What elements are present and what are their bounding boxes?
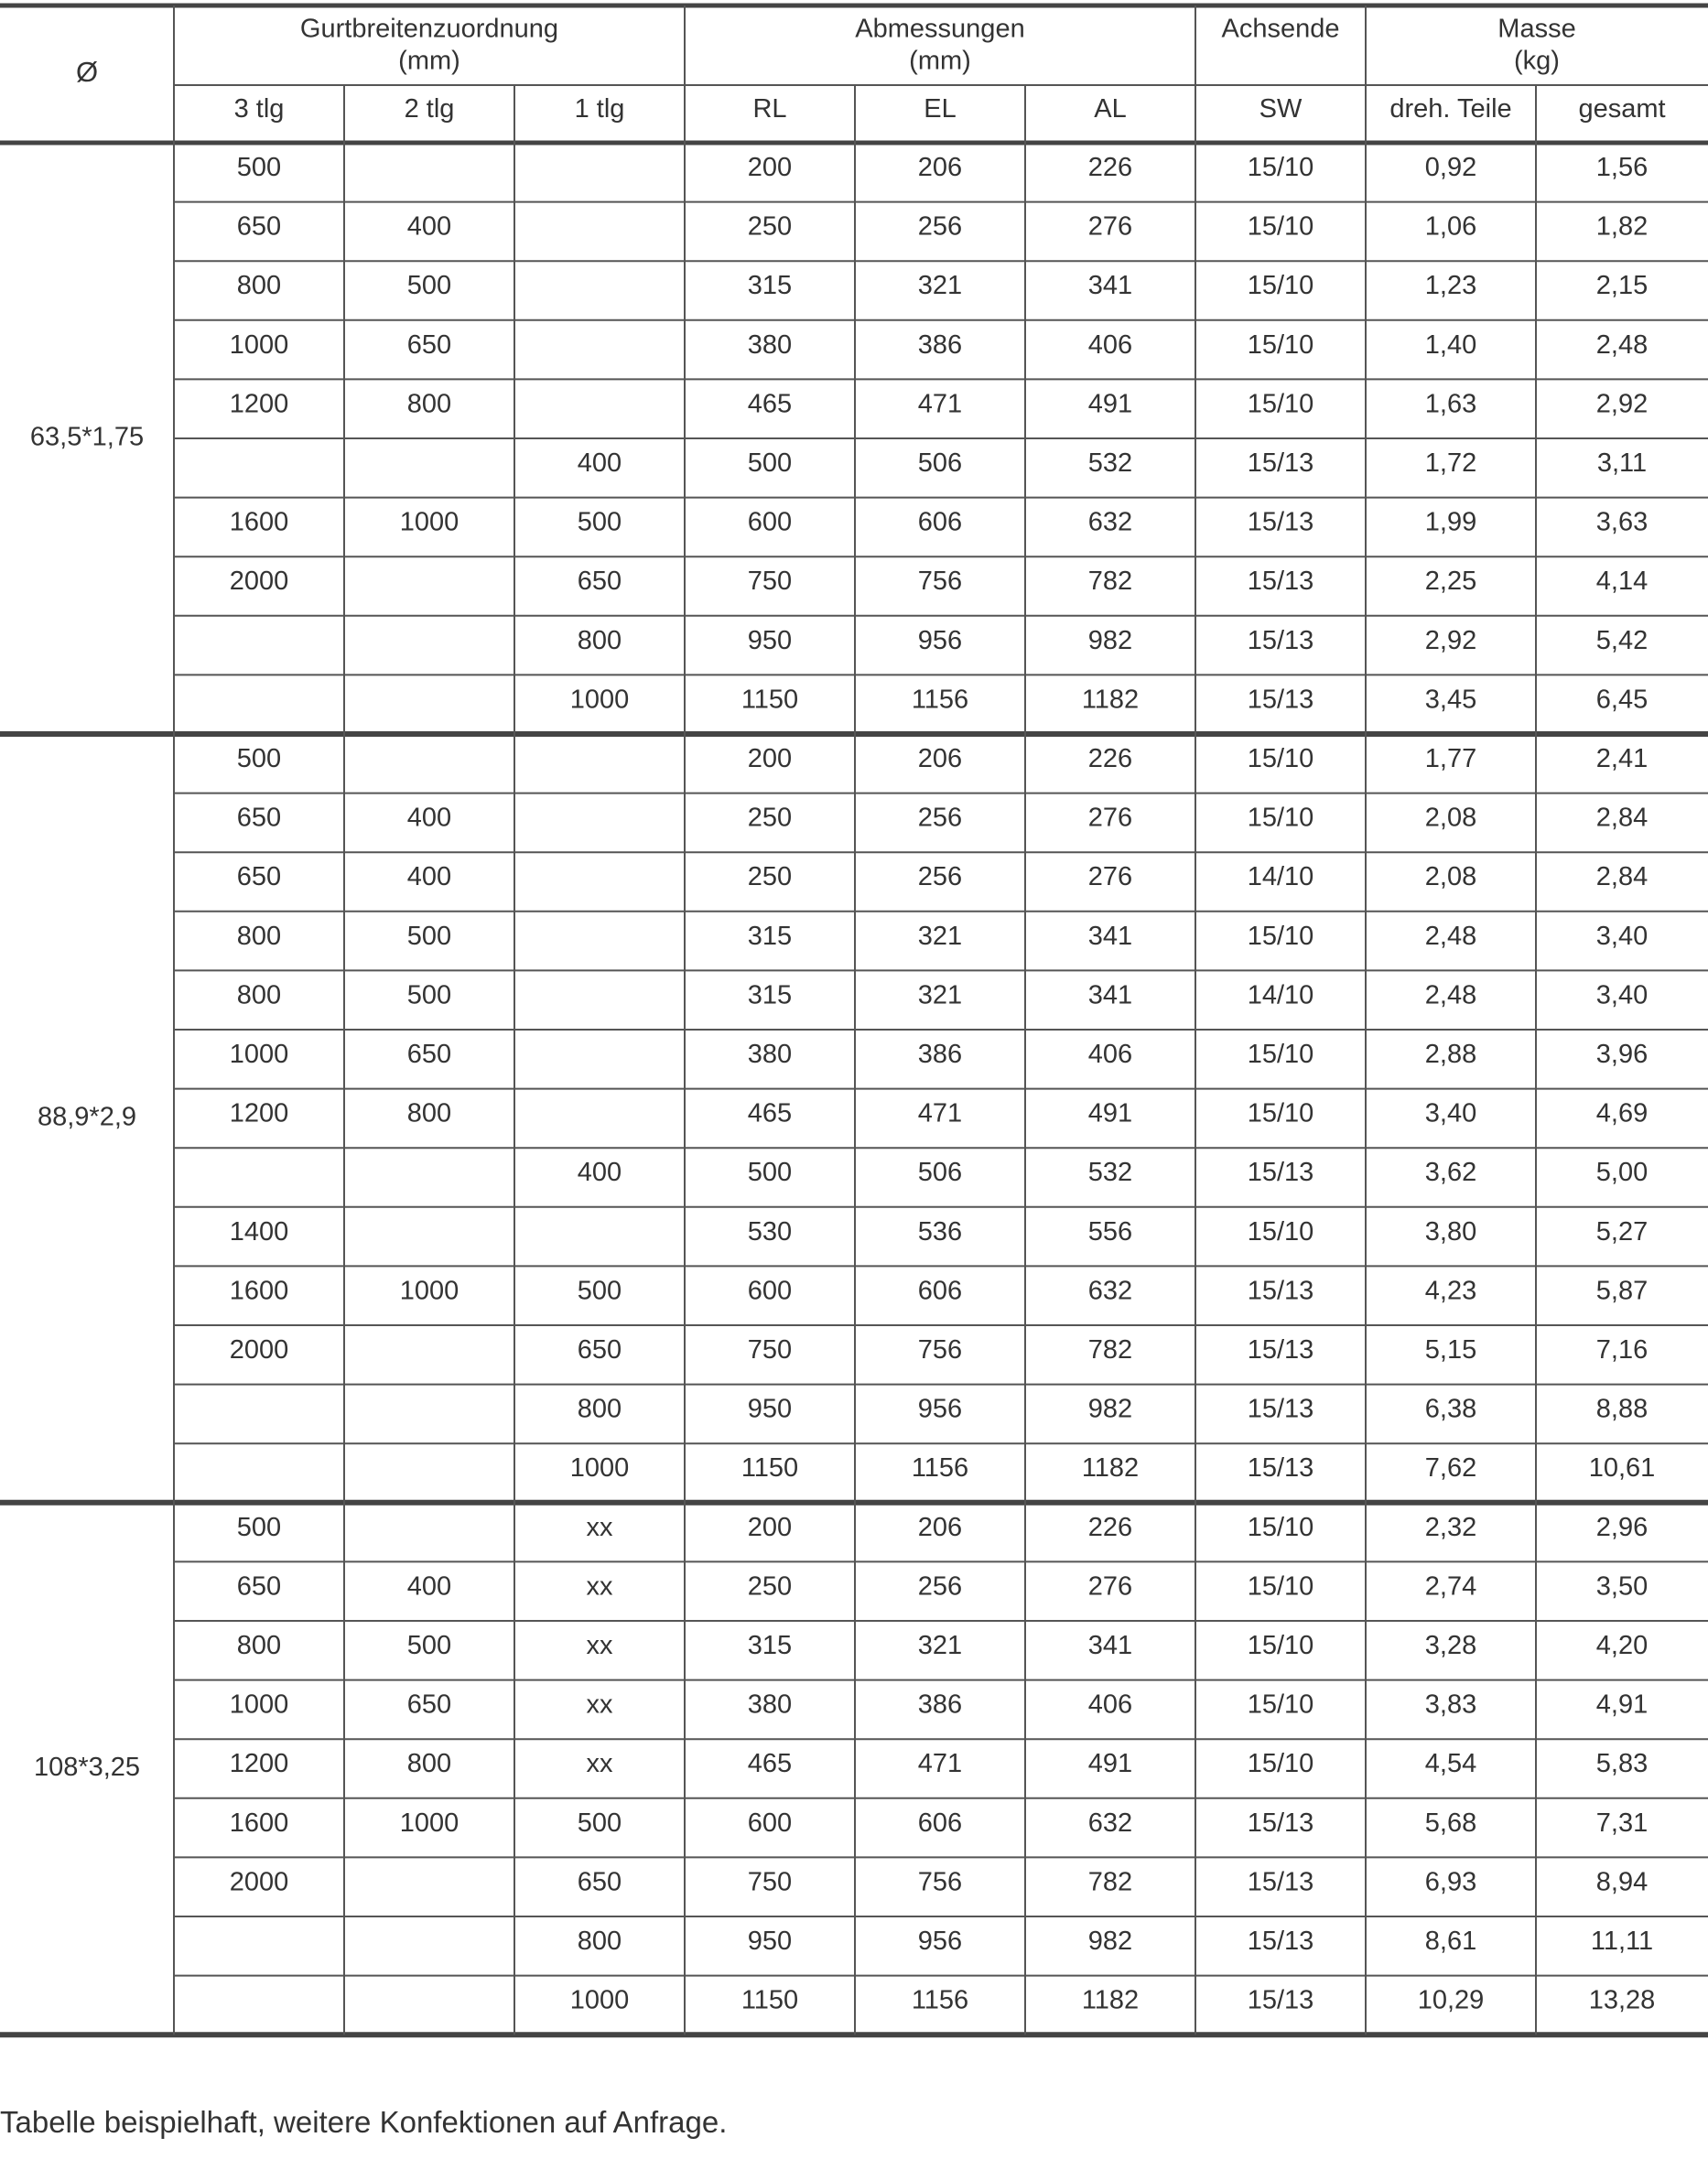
cell-g1-r2-c9: 1,82	[1595, 211, 1649, 242]
cell-g1-r7-c2: 1000	[399, 507, 459, 537]
cell-g1-r8-c8: 2,25	[1424, 567, 1477, 597]
cell-g1-r5-c2: 800	[406, 389, 452, 419]
cell-g1-r6-c7: 15/13	[1247, 448, 1314, 478]
subheader-3: 1 tlg	[574, 94, 625, 124]
cell-g3-r5-c2: 800	[406, 1749, 452, 1779]
cell-g2-r1-c1: 500	[236, 743, 282, 773]
cell-g3-r8-c3: 800	[577, 1926, 622, 1956]
header-achsende: Achsende	[1221, 14, 1340, 44]
cell-g1-r8-c5: 756	[917, 567, 963, 597]
cell-g2-r2-c8: 2,08	[1424, 803, 1477, 833]
cell-g1-r4-c4: 380	[747, 329, 793, 360]
cell-g1-r8-c7: 15/13	[1247, 567, 1314, 597]
cell-g2-r5-c7: 14/10	[1247, 980, 1314, 1010]
cell-g3-r6-c8: 5,68	[1424, 1808, 1477, 1838]
cell-g2-r4-c5: 321	[917, 921, 963, 951]
cell-g3-r3-c5: 321	[917, 1630, 963, 1660]
cell-g1-r3-c2: 500	[406, 271, 452, 301]
cell-g3-r2-c6: 276	[1087, 1571, 1133, 1602]
cell-g2-r7-c2: 800	[406, 1098, 452, 1128]
cell-g2-r12-c9: 8,88	[1595, 1394, 1649, 1424]
cell-g3-r8-c9: 11,11	[1590, 1926, 1654, 1956]
cell-g1-r6-c8: 1,72	[1424, 448, 1477, 478]
subheader-7: SW	[1259, 94, 1303, 124]
cell-g2-r13-c4: 1150	[740, 1453, 799, 1484]
cell-g2-r6-c6: 406	[1087, 1039, 1133, 1069]
cell-g1-r7-c1: 1600	[229, 507, 289, 537]
cell-g3-r6-c6: 632	[1087, 1808, 1133, 1838]
cell-g1-r1-c4: 200	[747, 152, 793, 182]
cell-g3-r3-c1: 800	[236, 1630, 282, 1660]
cell-g1-r8-c9: 4,14	[1595, 567, 1649, 597]
cell-g1-r6-c9: 3,11	[1596, 448, 1648, 478]
cell-g1-r4-c7: 15/10	[1247, 329, 1314, 360]
cell-g2-r4-c6: 341	[1087, 921, 1133, 951]
subheader-6: AL	[1094, 94, 1127, 124]
cell-g2-r8-c6: 532	[1087, 1158, 1133, 1188]
cell-g1-r8-c3: 650	[577, 567, 622, 597]
group-diameter-2: 88,9*2,9	[37, 1102, 137, 1132]
cell-g3-r2-c2: 400	[406, 1571, 452, 1602]
cell-g3-r1-c8: 2,32	[1424, 1512, 1477, 1542]
cell-g2-r2-c9: 2,84	[1595, 803, 1649, 833]
cell-g2-r1-c6: 226	[1087, 743, 1133, 773]
cell-g2-r1-c8: 1,77	[1424, 743, 1477, 773]
cell-g2-r8-c3: 400	[577, 1158, 622, 1188]
cell-g2-r5-c6: 341	[1087, 980, 1133, 1010]
cell-g3-r1-c1: 500	[236, 1512, 282, 1542]
cell-g2-r1-c5: 206	[917, 743, 963, 773]
cell-g3-r7-c8: 6,93	[1424, 1867, 1477, 1897]
cell-g1-r10-c5: 1156	[911, 685, 969, 715]
cell-g3-r3-c9: 4,20	[1595, 1630, 1649, 1660]
cell-g2-r13-c5: 1156	[911, 1453, 969, 1484]
cell-g3-r4-c2: 650	[406, 1689, 452, 1720]
cell-g2-r7-c1: 1200	[229, 1098, 289, 1128]
cell-g3-r3-c6: 341	[1087, 1630, 1133, 1660]
cell-g2-r5-c1: 800	[236, 980, 282, 1010]
cell-g1-r6-c6: 532	[1087, 448, 1133, 478]
cell-g2-r8-c8: 3,62	[1424, 1158, 1477, 1188]
cell-g1-r9-c8: 2,92	[1424, 625, 1477, 655]
cell-g3-r3-c2: 500	[406, 1630, 452, 1660]
cell-g2-r11-c9: 7,16	[1595, 1334, 1649, 1365]
cell-g2-r8-c9: 5,00	[1595, 1158, 1649, 1188]
cell-g2-r12-c8: 6,38	[1424, 1394, 1477, 1424]
cell-g2-r13-c7: 15/13	[1247, 1453, 1314, 1484]
cell-g3-r2-c7: 15/10	[1247, 1571, 1314, 1602]
cell-g2-r6-c7: 15/10	[1247, 1039, 1314, 1069]
cell-g3-r5-c4: 465	[747, 1749, 793, 1779]
cell-g2-r10-c7: 15/13	[1247, 1276, 1314, 1306]
cell-g2-r11-c1: 2000	[229, 1334, 289, 1365]
cell-g2-r10-c5: 606	[917, 1276, 963, 1306]
cell-g3-r5-c1: 1200	[229, 1749, 289, 1779]
cell-g2-r6-c8: 2,88	[1424, 1039, 1477, 1069]
cell-g2-r10-c1: 1600	[229, 1276, 289, 1306]
cell-g1-r2-c7: 15/10	[1247, 211, 1314, 242]
cell-g2-r12-c3: 800	[577, 1394, 622, 1424]
cell-g3-r9-c4: 1150	[740, 1985, 799, 2015]
cell-g2-r9-c9: 5,27	[1595, 1216, 1649, 1247]
cell-g1-r5-c6: 491	[1087, 389, 1133, 419]
cell-g2-r10-c4: 600	[747, 1276, 793, 1306]
cell-g2-r12-c5: 956	[917, 1394, 963, 1424]
cell-g2-r8-c5: 506	[917, 1158, 963, 1188]
cell-g2-r1-c4: 200	[747, 743, 793, 773]
cell-g2-r12-c4: 950	[747, 1394, 793, 1424]
cell-g3-r5-c8: 4,54	[1424, 1749, 1477, 1779]
cell-g2-r8-c4: 500	[747, 1158, 793, 1188]
cell-g1-r4-c8: 1,40	[1424, 329, 1477, 360]
cell-g1-r2-c1: 650	[236, 211, 282, 242]
cell-g3-r2-c5: 256	[917, 1571, 963, 1602]
cell-g1-r1-c5: 206	[917, 152, 963, 182]
cell-g1-r5-c9: 2,92	[1595, 389, 1649, 419]
cell-g2-r3-c9: 2,84	[1595, 862, 1649, 892]
cell-g2-r5-c5: 321	[917, 980, 963, 1010]
cell-g1-r4-c1: 1000	[229, 329, 289, 360]
cell-g1-r3-c8: 1,23	[1424, 271, 1477, 301]
cell-g2-r7-c6: 491	[1087, 1098, 1133, 1128]
cell-g3-r4-c4: 380	[747, 1689, 793, 1720]
cell-g3-r7-c1: 2000	[229, 1867, 289, 1897]
cell-g3-r3-c8: 3,28	[1424, 1630, 1477, 1660]
cell-g3-r9-c7: 15/13	[1247, 1985, 1314, 2015]
cell-g1-r5-c8: 1,63	[1424, 389, 1477, 419]
cell-g2-r3-c6: 276	[1087, 862, 1133, 892]
cell-g3-r5-c9: 5,83	[1595, 1749, 1649, 1779]
subheader-8: dreh. Teile	[1389, 94, 1512, 124]
cell-g3-r5-c5: 471	[917, 1749, 963, 1779]
cell-g1-r10-c7: 15/13	[1247, 685, 1314, 715]
cell-g2-r4-c7: 15/10	[1247, 921, 1314, 951]
cell-g2-r3-c2: 400	[406, 862, 452, 892]
cell-g3-r6-c3: 500	[577, 1808, 622, 1838]
cell-g3-r7-c9: 8,94	[1595, 1867, 1649, 1897]
cell-g2-r9-c8: 3,80	[1424, 1216, 1477, 1247]
cell-g2-r5-c4: 315	[747, 980, 793, 1010]
cell-g2-r12-c6: 982	[1087, 1394, 1133, 1424]
cell-g1-r7-c5: 606	[917, 507, 963, 537]
cell-g3-r3-c7: 15/10	[1247, 1630, 1314, 1660]
cell-g1-r3-c1: 800	[236, 271, 282, 301]
cell-g2-r6-c5: 386	[917, 1039, 963, 1069]
cell-g3-r6-c9: 7,31	[1595, 1808, 1649, 1838]
subheader-9: gesamt	[1578, 94, 1666, 124]
cell-g3-r6-c5: 606	[917, 1808, 963, 1838]
cell-g2-r2-c1: 650	[236, 803, 282, 833]
cell-g2-r6-c1: 1000	[229, 1039, 289, 1069]
cell-g2-r9-c5: 536	[917, 1216, 963, 1247]
cell-g2-r11-c6: 782	[1087, 1334, 1133, 1365]
cell-g2-r2-c5: 256	[917, 803, 963, 833]
cell-g3-r7-c6: 782	[1087, 1867, 1133, 1897]
cell-g3-r8-c7: 15/13	[1247, 1926, 1314, 1956]
cell-g2-r10-c2: 1000	[399, 1276, 459, 1306]
subheader-5: EL	[924, 94, 957, 124]
cell-g1-r3-c4: 315	[747, 271, 793, 301]
header-masse: Masse	[1497, 14, 1576, 44]
cell-g1-r1-c9: 1,56	[1595, 152, 1649, 182]
cell-g3-r1-c9: 2,96	[1595, 1512, 1649, 1542]
cell-g1-r9-c4: 950	[747, 625, 793, 655]
cell-g2-r9-c1: 1400	[229, 1216, 289, 1247]
cell-g2-r2-c6: 276	[1087, 803, 1133, 833]
header-diameter: Ø	[75, 56, 99, 89]
cell-g2-r7-c5: 471	[917, 1098, 963, 1128]
cell-g1-r2-c4: 250	[747, 211, 793, 242]
cell-g2-r13-c9: 10,61	[1588, 1453, 1656, 1484]
cell-g1-r1-c1: 500	[236, 152, 282, 182]
subheader-1: 3 tlg	[233, 94, 285, 124]
cell-g1-r10-c3: 1000	[569, 685, 630, 715]
cell-g3-r2-c1: 650	[236, 1571, 282, 1602]
cell-g1-r3-c5: 321	[917, 271, 963, 301]
cell-g3-r3-c4: 315	[747, 1630, 793, 1660]
cell-g2-r5-c8: 2,48	[1424, 980, 1477, 1010]
cell-g3-r8-c4: 950	[747, 1926, 793, 1956]
cell-g2-r4-c9: 3,40	[1595, 921, 1649, 951]
cell-g2-r10-c3: 500	[577, 1276, 622, 1306]
cell-g2-r10-c6: 632	[1087, 1276, 1133, 1306]
cell-g3-r1-c5: 206	[917, 1512, 963, 1542]
cell-g3-r6-c1: 1600	[229, 1808, 289, 1838]
cell-g3-r5-c7: 15/10	[1247, 1749, 1314, 1779]
cell-g2-r1-c9: 2,41	[1595, 743, 1649, 773]
cell-g1-r2-c8: 1,06	[1424, 211, 1477, 242]
header-gurt-unit: (mm)	[398, 46, 460, 76]
cell-g1-r1-c7: 15/10	[1247, 152, 1314, 182]
cell-g2-r7-c9: 4,69	[1595, 1098, 1649, 1128]
cell-g1-r1-c8: 0,92	[1424, 152, 1477, 182]
cell-g1-r7-c4: 600	[747, 507, 793, 537]
cell-g1-r5-c4: 465	[747, 389, 793, 419]
cell-g1-r9-c7: 15/13	[1247, 625, 1314, 655]
cell-g1-r7-c6: 632	[1087, 507, 1133, 537]
cell-g2-r7-c4: 465	[747, 1098, 793, 1128]
cell-g1-r7-c7: 15/13	[1247, 507, 1314, 537]
cell-g1-r2-c6: 276	[1087, 211, 1133, 242]
cell-g1-r9-c5: 956	[917, 625, 963, 655]
cell-g1-r1-c6: 226	[1087, 152, 1133, 182]
cell-g3-r5-c3: xx	[586, 1749, 613, 1779]
cell-g3-r2-c3: xx	[586, 1571, 613, 1602]
cell-g1-r7-c9: 3,63	[1595, 507, 1649, 537]
cell-g2-r13-c8: 7,62	[1424, 1453, 1477, 1484]
header-masse-unit: (kg)	[1514, 46, 1560, 76]
cell-g3-r2-c8: 2,74	[1424, 1571, 1477, 1602]
cell-g1-r3-c7: 15/10	[1247, 271, 1314, 301]
cell-g3-r8-c6: 982	[1087, 1926, 1133, 1956]
cell-g1-r4-c5: 386	[917, 329, 963, 360]
cell-g2-r4-c4: 315	[747, 921, 793, 951]
cell-g1-r7-c3: 500	[577, 507, 622, 537]
cell-g2-r6-c2: 650	[406, 1039, 452, 1069]
cell-g1-r6-c4: 500	[747, 448, 793, 478]
cell-g3-r4-c7: 15/10	[1247, 1689, 1314, 1720]
cell-g1-r5-c7: 15/10	[1247, 389, 1314, 419]
cell-g2-r9-c7: 15/10	[1247, 1216, 1314, 1247]
cell-g3-r1-c6: 226	[1087, 1512, 1133, 1542]
cell-g1-r2-c2: 400	[406, 211, 452, 242]
cell-g3-r7-c5: 756	[917, 1867, 963, 1897]
cell-g2-r5-c9: 3,40	[1595, 980, 1649, 1010]
cell-g3-r4-c5: 386	[917, 1689, 963, 1720]
cell-g3-r6-c2: 1000	[399, 1808, 459, 1838]
cell-g2-r11-c3: 650	[577, 1334, 622, 1365]
cell-g1-r10-c8: 3,45	[1424, 685, 1477, 715]
cell-g2-r3-c4: 250	[747, 862, 793, 892]
cell-g1-r6-c5: 506	[917, 448, 963, 478]
cell-g1-r2-c5: 256	[917, 211, 963, 242]
cell-g2-r2-c2: 400	[406, 803, 452, 833]
header-abm-unit: (mm)	[909, 46, 971, 76]
cell-g3-r8-c5: 956	[917, 1926, 963, 1956]
cell-g3-r7-c4: 750	[747, 1867, 793, 1897]
cell-g2-r2-c7: 15/10	[1247, 803, 1314, 833]
subheader-2: 2 tlg	[404, 94, 455, 124]
cell-g1-r10-c4: 1150	[740, 685, 799, 715]
footnote: Tabelle beispielhaft, weitere Konfektionen auf Anfrage.	[0, 2105, 728, 2139]
cell-g1-r6-c3: 400	[577, 448, 622, 478]
cell-g2-r2-c4: 250	[747, 803, 793, 833]
cell-g2-r7-c8: 3,40	[1424, 1098, 1477, 1128]
cell-g3-r1-c7: 15/10	[1247, 1512, 1314, 1542]
cell-g3-r9-c5: 1156	[911, 1985, 969, 2015]
cell-g3-r7-c3: 650	[577, 1867, 622, 1897]
cell-g1-r9-c6: 982	[1087, 625, 1133, 655]
cell-g1-r8-c1: 2000	[229, 567, 289, 597]
cell-g3-r6-c7: 15/13	[1247, 1808, 1314, 1838]
cell-g2-r4-c8: 2,48	[1424, 921, 1477, 951]
cell-g3-r9-c9: 13,28	[1588, 1985, 1656, 2015]
cell-g1-r3-c9: 2,15	[1595, 271, 1649, 301]
cell-g2-r12-c7: 15/13	[1247, 1394, 1314, 1424]
cell-g2-r13-c6: 1182	[1081, 1453, 1140, 1484]
cell-g1-r4-c2: 650	[406, 329, 452, 360]
cell-g2-r10-c8: 4,23	[1424, 1276, 1477, 1306]
cell-g2-r11-c4: 750	[747, 1334, 793, 1365]
group-diameter-3: 108*3,25	[33, 1753, 141, 1783]
cell-g1-r9-c3: 800	[577, 625, 622, 655]
cell-g3-r1-c3: xx	[586, 1512, 613, 1542]
cell-g2-r7-c7: 15/10	[1247, 1098, 1314, 1128]
cell-g2-r9-c6: 556	[1087, 1216, 1133, 1247]
cell-g2-r4-c1: 800	[236, 921, 282, 951]
cell-g1-r7-c8: 1,99	[1424, 507, 1477, 537]
cell-g3-r1-c4: 200	[747, 1512, 793, 1542]
cell-g3-r3-c3: xx	[586, 1630, 613, 1660]
cell-g1-r5-c5: 471	[917, 389, 963, 419]
cell-g2-r13-c3: 1000	[569, 1453, 630, 1484]
cell-g2-r9-c4: 530	[747, 1216, 793, 1247]
cell-g3-r2-c4: 250	[747, 1571, 793, 1602]
cell-g3-r9-c3: 1000	[569, 1985, 630, 2015]
cell-g2-r6-c9: 3,96	[1595, 1039, 1649, 1069]
cell-g2-r3-c7: 14/10	[1247, 862, 1314, 892]
cell-g3-r4-c1: 1000	[229, 1689, 289, 1720]
cell-g3-r4-c9: 4,91	[1595, 1689, 1649, 1720]
cell-g2-r8-c7: 15/13	[1247, 1158, 1314, 1188]
cell-g2-r5-c2: 500	[406, 980, 452, 1010]
cell-g2-r4-c2: 500	[406, 921, 452, 951]
group-diameter-1: 63,5*1,75	[29, 422, 145, 452]
cell-g1-r10-c6: 1182	[1081, 685, 1140, 715]
cell-g3-r9-c8: 10,29	[1417, 1985, 1485, 2015]
cell-g3-r4-c6: 406	[1087, 1689, 1133, 1720]
cell-g1-r3-c6: 341	[1087, 271, 1133, 301]
cell-g3-r5-c6: 491	[1087, 1749, 1133, 1779]
cell-g1-r8-c6: 782	[1087, 567, 1133, 597]
subheader-4: RL	[752, 94, 787, 124]
header-abmessungen: Abmessungen	[855, 14, 1025, 44]
cell-g2-r6-c4: 380	[747, 1039, 793, 1069]
cell-g1-r4-c6: 406	[1087, 329, 1133, 360]
cell-g3-r6-c4: 600	[747, 1808, 793, 1838]
cell-g3-r9-c6: 1182	[1081, 1985, 1140, 2015]
cell-g3-r8-c8: 8,61	[1424, 1926, 1477, 1956]
header-gurtbreitenzuordnung: Gurtbreitenzuordnung	[299, 14, 559, 44]
cell-g1-r4-c9: 2,48	[1595, 329, 1649, 360]
cell-g3-r4-c8: 3,83	[1424, 1689, 1477, 1720]
cell-g2-r10-c9: 5,87	[1595, 1276, 1649, 1306]
cell-g2-r3-c1: 650	[236, 862, 282, 892]
cell-g1-r5-c1: 1200	[229, 389, 289, 419]
cell-g3-r2-c9: 3,50	[1595, 1571, 1649, 1602]
cell-g2-r11-c5: 756	[917, 1334, 963, 1365]
cell-g2-r11-c7: 15/13	[1247, 1334, 1314, 1365]
cell-g2-r1-c7: 15/10	[1247, 743, 1314, 773]
cell-g2-r11-c8: 5,15	[1424, 1334, 1477, 1365]
cell-g3-r7-c7: 15/13	[1247, 1867, 1314, 1897]
cell-g1-r9-c9: 5,42	[1595, 625, 1649, 655]
cell-g3-r4-c3: xx	[586, 1689, 613, 1720]
cell-g2-r3-c8: 2,08	[1424, 862, 1477, 892]
cell-g1-r8-c4: 750	[747, 567, 793, 597]
cell-g2-r3-c5: 256	[917, 862, 963, 892]
cell-g1-r10-c9: 6,45	[1595, 685, 1649, 715]
